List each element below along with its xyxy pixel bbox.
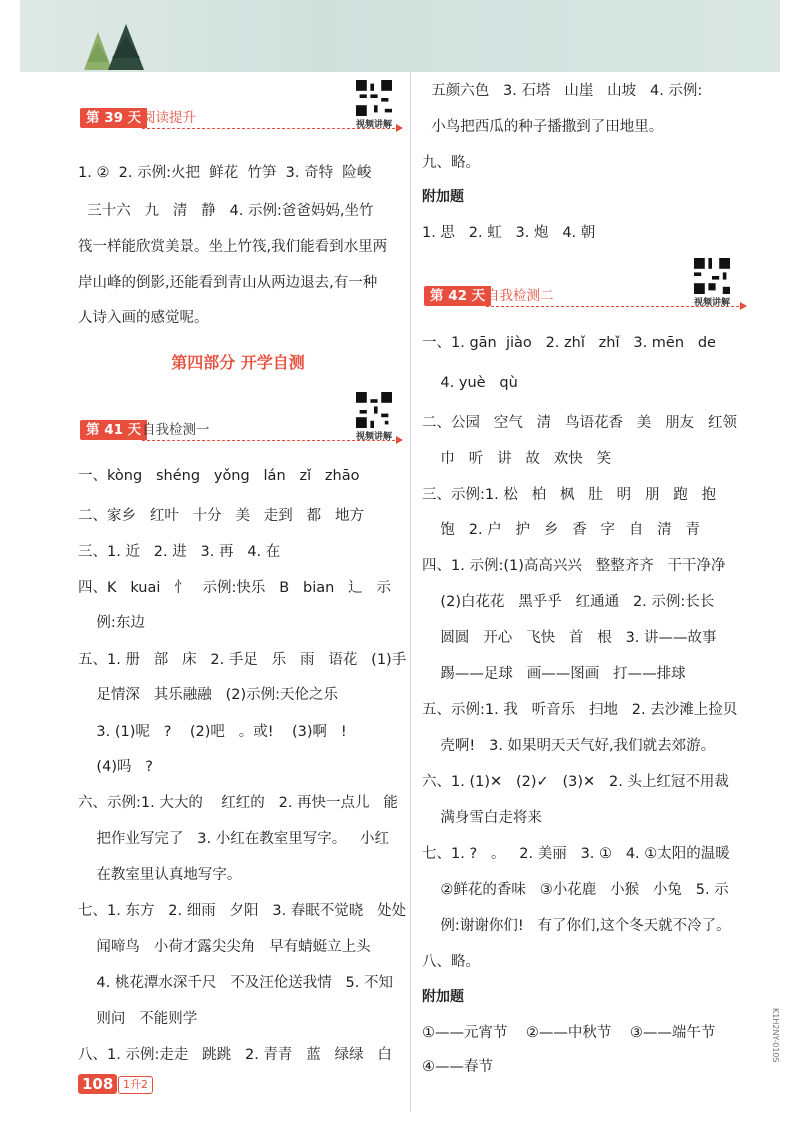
answer-line: 一、kòng shéng yǒng lán zǐ zhāo (78, 468, 360, 484)
column-divider (410, 72, 411, 1112)
arrow-icon (396, 436, 403, 444)
answer-line: 在教室里认真地写字。 (78, 867, 242, 883)
answer-line: 1. ② 2. 示例:火把 鲜花 竹笋 3. 奇特 险峻 (78, 165, 372, 181)
answer-line: 八、1. 示例:走走 跳跳 2. 青青 蓝 绿绿 白 (78, 1047, 392, 1063)
arrow-icon (396, 124, 403, 132)
answer-line: 巾 听 讲 故 欢快 笑 (422, 451, 612, 467)
answer-line: 二、家乡 红叶 十分 美 走到 都 地方 (78, 508, 364, 524)
answer-line: 六、示例:1. 大大的 红红的 2. 再快一点儿 能 (78, 795, 398, 811)
answer-line: 二、公园 空气 清 鸟语花香 美 朋友 红领 (422, 415, 737, 431)
answer-line: 五、示例:1. 我 听音乐 扫地 2. 去沙滩上捡贝 (422, 702, 738, 718)
page-number: 108 (78, 1074, 117, 1094)
answer-line: 四、1. 示例:(1)高高兴兴 整整齐齐 干干净净 (422, 558, 726, 574)
bonus-title: 附加题 (422, 989, 464, 1005)
answer-line: (2)白花花 黑乎乎 红通通 2. 示例:长长 (422, 594, 715, 610)
qr-code-icon[interactable] (354, 392, 394, 428)
qr-label: 视频讲解 (355, 432, 392, 442)
side-code: K1H2NY-010S (771, 1008, 780, 1063)
dashed-rule (486, 306, 744, 307)
answer-line: 4. yuè qù (422, 375, 518, 391)
answer-line: 五颜六色 3. 石塔 山崖 山坡 4. 示例: (422, 83, 703, 99)
answer-line: ④——春节 (422, 1059, 493, 1075)
dashed-rule (142, 440, 400, 441)
pine-trees-icon (78, 24, 148, 72)
day42-header (422, 258, 742, 308)
answer-line: 4. 桃花潭水深千尺 不及汪伦送我情 5. 不知 (78, 975, 393, 991)
answer-line: 三、示例:1. 松 柏 枫 肚 明 朋 跑 抱 (422, 487, 717, 503)
part-title: 第四部分 开学自测 (171, 353, 305, 372)
day-badge: 第 42 天 (424, 286, 491, 306)
answer-line: 八、略。 (422, 954, 480, 970)
dashed-rule (142, 128, 400, 129)
day-title: 阅读提升 (142, 110, 196, 126)
answer-line: 人诗入画的感觉呢。 (78, 310, 209, 326)
answer-line: 1. 思 2. 虹 3. 炮 4. 朝 (422, 225, 596, 241)
answer-line: 七、1. 东方 2. 细雨 夕阳 3. 春眠不觉晓 处处 (78, 903, 407, 919)
answer-line: 足情深 其乐融融 (2)示例:天伦之乐 (78, 687, 339, 703)
answer-line: 小鸟把西瓜的种子播撒到了田地里。 (422, 119, 664, 135)
answer-line: 筏一样能欣赏美景。坐上竹筏,我们能看到水里两 (78, 239, 388, 255)
answer-line: 四、K kuai 忄 示例:快乐 B bian 辶 示 (78, 580, 391, 596)
answer-line: 六、1. (1)✕ (2)✓ (3)✕ 2. 头上红冠不用裁 (422, 774, 729, 790)
day41-header (78, 392, 398, 442)
day39-header (78, 80, 398, 130)
answer-line: 3. (1)呢 ? (2)吧 。或! (3)啊 ! (78, 724, 347, 740)
answer-line: 九、略。 (422, 155, 480, 171)
day-badge: 第 41 天 (80, 420, 147, 440)
answer-line: (4)吗 ? (78, 759, 153, 775)
qr-label: 视频讲解 (355, 120, 392, 130)
answer-line: 把作业写完了 3. 小红在教室里写字。 小红 (78, 831, 390, 847)
qr-code-icon[interactable] (692, 258, 732, 294)
day-badge: 第 39 天 (80, 108, 147, 128)
answer-line: 三、1. 近 2. 进 3. 再 4. 在 (78, 544, 281, 560)
answer-line: 五、1. 册 部 床 2. 手足 乐 雨 语花 (1)手 (78, 652, 407, 668)
answer-line: 满身雪白走将来 (422, 810, 542, 826)
answer-line: 饱 2. 户 护 乡 香 字 自 清 青 (422, 522, 700, 538)
answer-line: 岸山峰的倒影,还能看到青山从两边退去,有一种 (78, 275, 378, 291)
answer-line: 圆圆 开心 飞快 首 根 3. 讲——故事 (422, 630, 717, 646)
answer-line: 一、1. gān jiào 2. zhǐ zhǐ 3. mēn de (422, 335, 716, 351)
answer-line: 踢——足球 画——图画 打——排球 (422, 666, 686, 682)
answer-line: 三十六 九 清 静 4. 示例:爸爸妈妈,坐竹 (78, 203, 374, 219)
grade-tag: 1升2 (118, 1076, 153, 1094)
answer-line: ②鲜花的香味 ③小花鹿 小猴 小兔 5. 示 (422, 882, 729, 898)
day-title: 自我检测二 (486, 288, 554, 304)
qr-code-icon[interactable] (354, 80, 394, 116)
answer-line: 壳啊! 3. 如果明天天气好,我们就去郊游。 (422, 738, 716, 754)
answer-line: 七、1. ? 。 2. 美丽 3. ① 4. ①太阳的温暖 (422, 846, 730, 862)
answer-line: 例:谢谢你们! 有了你们,这个冬天就不冷了。 (422, 918, 731, 934)
answer-line: 则问 不能则学 (78, 1011, 198, 1027)
bonus-title: 附加题 (422, 189, 464, 205)
answer-line: 闻啼鸟 小荷才露尖尖角 早有蜻蜓立上头 (78, 939, 371, 955)
answer-line: ①——元宵节 ②——中秋节 ③——端午节 (422, 1025, 716, 1041)
day-title: 自我检测一 (142, 422, 210, 438)
answer-line: 例:东边 (78, 615, 145, 631)
qr-label: 视频讲解 (693, 298, 730, 308)
arrow-icon (740, 302, 747, 310)
